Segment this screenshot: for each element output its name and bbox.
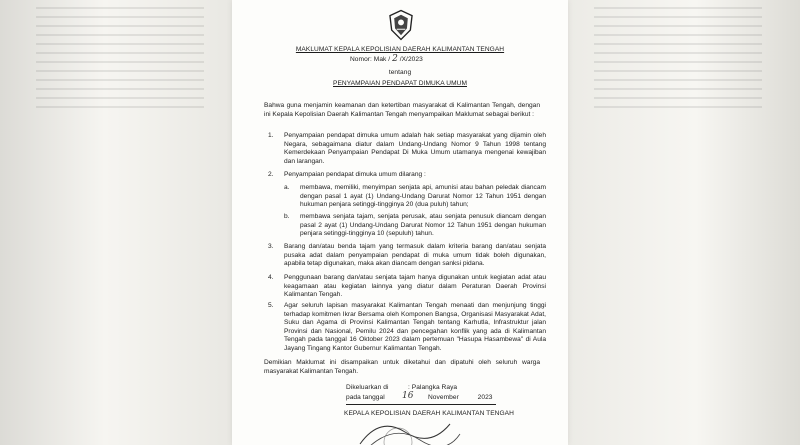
- point-number: 3.: [268, 243, 274, 250]
- handwritten-number: 2: [392, 54, 398, 64]
- date-month-year: November 2023: [428, 394, 493, 401]
- document-subject: PENYAMPAIAN PENDAPAT DIMUKA UMUM: [333, 80, 467, 87]
- point-text: Penyampaian pendapat dimuka umum dilarang :: [284, 171, 426, 178]
- blurred-background-left: [0, 0, 232, 445]
- sub-point-text: membawa senjata tajam, senjata perusak, atau senjata penusuk diancam dengan pasal 2 ayat (1) Undang-Undang Darurat Nomor 12 Tahun 1951 dengan hukuman penjara setinggi-tingginya 10 (sepuluh) tahun.: [300, 213, 546, 238]
- signature-stamp-icon: [350, 414, 470, 445]
- point-text: Penggunaan barang dan/atau senjata tajam hanya digunakan untuk kegiatan adat atau keagamaan atau kegiatan lainnya yang diatur dalam Peraturan Daerah Provinsi Kalimantan Tengah.: [284, 274, 546, 299]
- intro-paragraph: Bahwa guna menjamin keamanan dan ketertiban masyarakat di Kalimantan Tengah, dengan ini Kepala Kepolisian Daerah Kalimantan Tengah menyampaikan Maklumat sebagai berikut :: [264, 102, 540, 118]
- point-number: 2.: [268, 171, 274, 178]
- sub-point-letter: a.: [284, 184, 290, 191]
- point-number: 4.: [268, 274, 274, 281]
- document-page: [232, 0, 568, 445]
- police-crest-icon: [384, 8, 418, 42]
- point-text: Penyampaian pendapat dimuka umum adalah hak setiap masyarakat yang dijamin oleh Negara, sebagaimana diatur dalam Undang-Undang Nomor 9 Tahun 1998 tentang Kemerdekaan Penyampaian Pendapat Di Muka Umum utamanya mengenai kewajiban dan larangan.: [284, 132, 546, 165]
- sub-point-text: membawa, memiliki, menyimpan senjata api, amunisi atau bahan peledak diancam dengan pasal 1 ayat (1) Undang-Undang Darurat Nomor 12 Tahun 1951 dengan hukuman penjara setinggi-tingginya 20 (dua puluh) tahun;: [300, 184, 546, 209]
- point-text: Agar seluruh lapisan masyarakat Kalimantan Tengah menaati dan menjunjung tinggi terhadap komitmen Ikrar Bersama oleh Komponen Bangsa, Organisasi Masyarakat Adat, Suku dan Agama di Provinsi Kalimantan Tengah tentang Karhutla, Infrastruktur jalan Provinsi dan Nasional, Pemilu 2024 dan pencegahan konflik yang ada di Kalimantan Tengah pada tanggal 16 Oktober 2023 dalam pertemuan "Hasupa Hasambewa" di Aula Jayang Tingang Kantor Gubernur Kalimantan Tengah.: [284, 302, 546, 352]
- document-number: Nomor: Mak / 2 /X/2023: [350, 54, 423, 64]
- issued-at-label: Dikeluarkan di: [346, 384, 389, 391]
- closing-paragraph: Demikian Maklumat ini disampaikan untuk diketahui dan dipatuhi oleh seluruh warga masyarakat Kalimantan Tengah.: [264, 359, 540, 375]
- document-title: MAKLUMAT KEPALA KEPOLISIAN DAERAH KALIMANTAN TENGAH: [295, 46, 505, 53]
- point-number: 5.: [268, 302, 274, 309]
- sub-point-letter: b.: [284, 213, 290, 220]
- blurred-background-right: [568, 0, 800, 445]
- divider: [346, 404, 496, 405]
- point-number: 1.: [268, 132, 274, 139]
- date-day: 16: [402, 391, 414, 401]
- signatory-title: KEPALA KEPOLISIAN DAERAH KALIMANTAN TENGAH: [344, 410, 514, 417]
- point-text: Barang dan/atau benda tajam yang termasuk dalam kriteria barang dan/atau senjata pusaka adat dalam penyampaian pendapat di muka umum tidak boleh digunakan, apabila tetap digunakan, maka akan diancam dengan sanksi pidana.: [284, 243, 546, 268]
- about-label: tentang: [388, 69, 412, 76]
- date-label: pada tanggal: [346, 394, 385, 401]
- issued-at-value: : Palangka Raya: [408, 384, 458, 391]
